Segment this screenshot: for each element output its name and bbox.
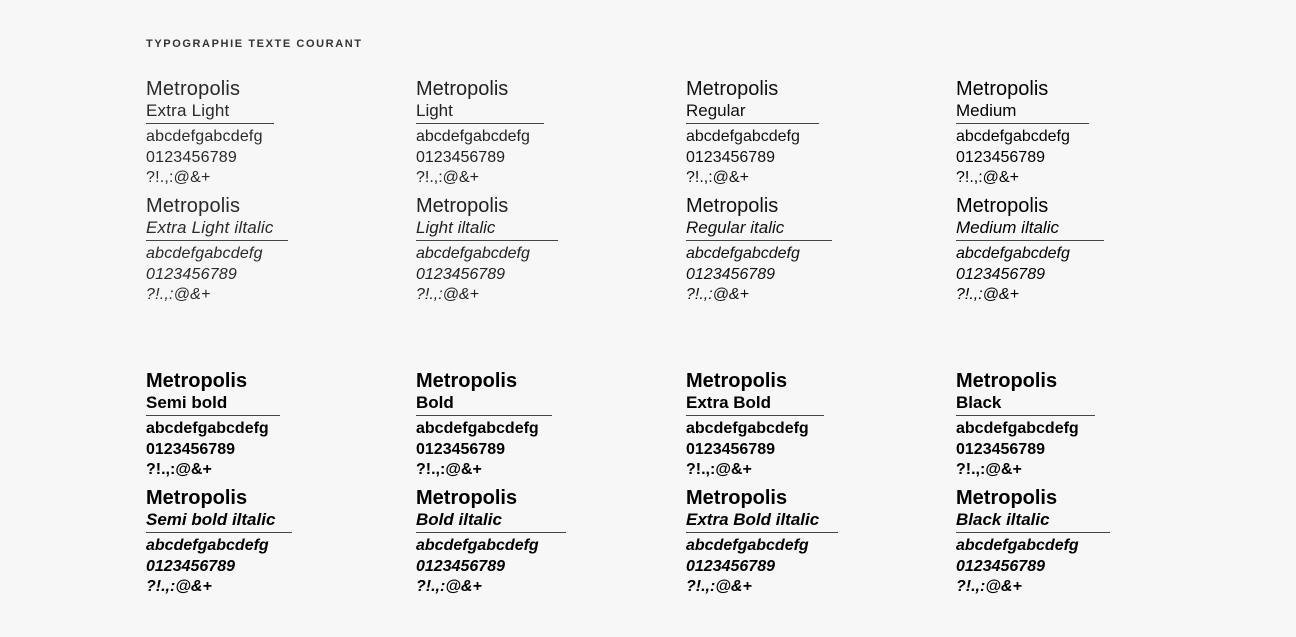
specimen-punctuation: ?!.,:@&+ bbox=[956, 461, 1022, 478]
specimen-punctuation: ?!.,:@&+ bbox=[686, 169, 749, 186]
specimen-black-italic bbox=[956, 487, 1196, 598]
specimen-underline bbox=[686, 123, 819, 124]
specimen-family: Metropolis bbox=[686, 195, 779, 217]
specimen-style-name: Extra Bold iltalic bbox=[686, 510, 820, 529]
specimen-family: Metropolis bbox=[686, 370, 788, 392]
specimen-style-name: Bold iltalic bbox=[416, 510, 502, 529]
specimen-style-name: Semi bold iltalic bbox=[146, 510, 276, 529]
specimen-underline bbox=[146, 415, 280, 416]
specimen-bold bbox=[416, 370, 656, 481]
specimen-family: Metropolis bbox=[146, 78, 241, 100]
specimen-digits: 0123456789 bbox=[146, 557, 235, 575]
specimen-semi-bold-italic bbox=[146, 487, 386, 598]
specimen-punctuation: ?!.,:@&+ bbox=[146, 461, 212, 478]
specimen-digits: 0123456789 bbox=[146, 265, 237, 283]
specimen-digits: 0123456789 bbox=[146, 440, 235, 458]
specimen-underline bbox=[146, 532, 292, 533]
specimen-family: Metropolis bbox=[416, 487, 518, 509]
specimen-lowercase: abcdefgabcdefg bbox=[146, 420, 269, 437]
specimen-punctuation: ?!.,:@&+ bbox=[146, 169, 211, 186]
specimen-digits: 0123456789 bbox=[956, 265, 1045, 283]
specimen-family: Metropolis bbox=[146, 195, 241, 217]
specimen-style-name: Light iltalic bbox=[416, 218, 496, 237]
specimen-underline bbox=[416, 415, 552, 416]
specimen-punctuation: ?!.,:@&+ bbox=[686, 578, 752, 595]
specimen-punctuation: ?!.,:@&+ bbox=[146, 578, 212, 595]
specimen-punctuation: ?!.,:@&+ bbox=[146, 286, 211, 303]
specimen-underline bbox=[686, 532, 838, 533]
specimen-family: Metropolis bbox=[416, 370, 518, 392]
specimen-underline bbox=[686, 240, 832, 241]
specimen-medium-italic bbox=[956, 195, 1196, 306]
specimen-extra-light bbox=[146, 78, 386, 189]
specimen-medium bbox=[956, 78, 1196, 189]
specimen-lowercase: abcdefgabcdefg bbox=[416, 420, 539, 437]
specimen-punctuation: ?!.,:@&+ bbox=[416, 578, 482, 595]
specimen-digits: 0123456789 bbox=[416, 440, 505, 458]
specimen-underline bbox=[956, 532, 1110, 533]
specimen-digits: 0123456789 bbox=[956, 557, 1045, 575]
specimen-punctuation: ?!.,:@&+ bbox=[956, 286, 1019, 303]
specimen-family: Metropolis bbox=[686, 78, 779, 100]
specimen-lowercase: abcdefgabcdefg bbox=[416, 537, 539, 554]
specimen-lowercase: abcdefgabcdefg bbox=[146, 128, 263, 145]
specimen-style-name: Regular italic bbox=[686, 218, 785, 237]
specimen-style-name: Extra Light iltalic bbox=[146, 218, 274, 237]
specimen-style-name: Extra Light bbox=[146, 101, 230, 120]
specimen-style-name: Black bbox=[956, 393, 1002, 412]
specimen-family: Metropolis bbox=[146, 370, 248, 392]
specimen-underline bbox=[416, 123, 544, 124]
specimen-punctuation: ?!.,:@&+ bbox=[686, 461, 752, 478]
specimen-lowercase: abcdefgabcdefg bbox=[416, 245, 530, 262]
specimen-style-name: Extra Bold bbox=[686, 393, 772, 412]
specimen-family: Metropolis bbox=[686, 487, 788, 509]
specimen-lowercase: abcdefgabcdefg bbox=[956, 420, 1079, 437]
specimen-digits: 0123456789 bbox=[686, 557, 775, 575]
specimen-family: Metropolis bbox=[956, 370, 1058, 392]
specimen-lowercase: abcdefgabcdefg bbox=[686, 245, 800, 262]
specimen-underline bbox=[146, 123, 274, 124]
page-heading: TYPOGRAPHIE TEXTE COURANT bbox=[146, 38, 363, 50]
specimen-extra-bold-italic bbox=[686, 487, 926, 598]
specimen-digits: 0123456789 bbox=[686, 148, 775, 166]
specimen-lowercase: abcdefgabcdefg bbox=[956, 245, 1070, 262]
specimen-underline bbox=[416, 240, 558, 241]
specimen-underline bbox=[416, 532, 566, 533]
specimen-style-name: Bold bbox=[416, 393, 454, 412]
specimen-regular-italic bbox=[686, 195, 926, 306]
specimen-underline bbox=[146, 240, 288, 241]
specimen-punctuation: ?!.,:@&+ bbox=[956, 578, 1022, 595]
specimen-lowercase: abcdefgabcdefg bbox=[686, 537, 809, 554]
specimen-family: Metropolis bbox=[956, 195, 1049, 217]
specimen-punctuation: ?!.,:@&+ bbox=[416, 461, 482, 478]
specimen-extra-light-italic bbox=[146, 195, 386, 306]
specimen-black bbox=[956, 370, 1196, 481]
specimen-light bbox=[416, 78, 656, 189]
specimen-underline bbox=[956, 240, 1104, 241]
specimen-style-name: Medium bbox=[956, 101, 1017, 120]
specimen-digits: 0123456789 bbox=[416, 265, 505, 283]
specimen-punctuation: ?!.,:@&+ bbox=[416, 286, 479, 303]
specimen-style-name: Medium iltalic bbox=[956, 218, 1059, 237]
specimen-family: Metropolis bbox=[416, 195, 509, 217]
specimen-punctuation: ?!.,:@&+ bbox=[416, 169, 479, 186]
specimen-digits: 0123456789 bbox=[686, 440, 775, 458]
specimen-digits: 0123456789 bbox=[146, 148, 237, 166]
specimen-style-name: Semi bold bbox=[146, 393, 228, 412]
specimen-lowercase: abcdefgabcdefg bbox=[146, 537, 269, 554]
specimen-family: Metropolis bbox=[416, 78, 509, 100]
specimen-digits: 0123456789 bbox=[686, 265, 775, 283]
specimen-semi-bold bbox=[146, 370, 386, 481]
specimen-style-name: Black iltalic bbox=[956, 510, 1050, 529]
specimen-style-name: Light bbox=[416, 101, 453, 120]
specimen-family: Metropolis bbox=[956, 487, 1058, 509]
specimen-digits: 0123456789 bbox=[956, 440, 1045, 458]
specimen-punctuation: ?!.,:@&+ bbox=[686, 286, 749, 303]
specimen-family: Metropolis bbox=[956, 78, 1049, 100]
specimen-lowercase: abcdefgabcdefg bbox=[956, 128, 1070, 145]
specimen-digits: 0123456789 bbox=[956, 148, 1045, 166]
specimen-style-name: Regular bbox=[686, 101, 746, 120]
specimen-lowercase: abcdefgabcdefg bbox=[146, 245, 263, 262]
specimen-punctuation: ?!.,:@&+ bbox=[956, 169, 1019, 186]
specimen-lowercase: abcdefgabcdefg bbox=[686, 420, 809, 437]
specimen-lowercase: abcdefgabcdefg bbox=[956, 537, 1079, 554]
specimen-underline bbox=[686, 415, 824, 416]
specimen-digits: 0123456789 bbox=[416, 148, 505, 166]
specimen-bold-italic bbox=[416, 487, 656, 598]
specimen-light-italic bbox=[416, 195, 656, 306]
specimen-digits: 0123456789 bbox=[416, 557, 505, 575]
specimen-lowercase: abcdefgabcdefg bbox=[416, 128, 530, 145]
specimen-lowercase: abcdefgabcdefg bbox=[686, 128, 800, 145]
specimen-underline bbox=[956, 123, 1089, 124]
specimen-extra-bold bbox=[686, 370, 926, 481]
specimen-regular bbox=[686, 78, 926, 189]
specimen-underline bbox=[956, 415, 1095, 416]
specimen-family: Metropolis bbox=[146, 487, 248, 509]
